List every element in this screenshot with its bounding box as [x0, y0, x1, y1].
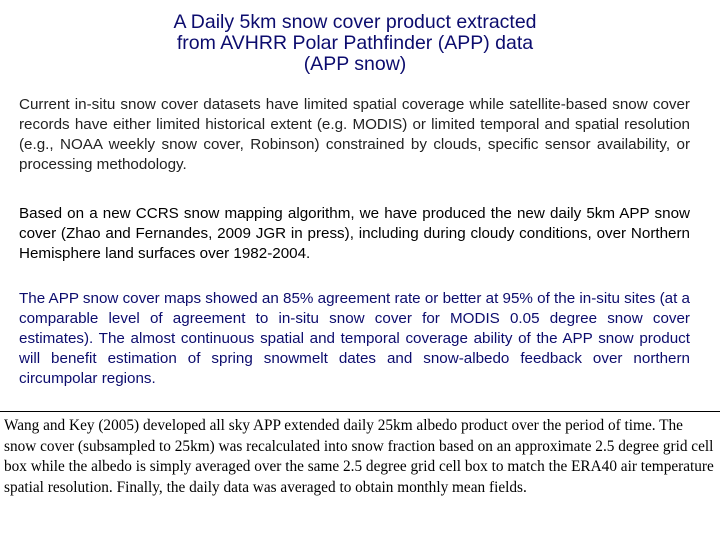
title-line-1: A Daily 5km snow cover product extracted [173, 11, 537, 33]
paragraph-algorithm: Based on a new CCRS snow mapping algorithm, we have produced the new daily 5km APP snow cover (Zhao and Fernandes, 2009 JGR in press), including during cloudy conditions, over Northern Hemisphere land surfaces over 1982-2004. [19, 205, 690, 262]
slide-title [70, 12, 640, 75]
footer-note: Wang and Key (2005) developed all sky APP extended daily 25km albedo product over the period of time. The snow cover (subsampled to 25km) was recalculated into snow fraction based on an approximate 2.5 degree grid cell box while the albedo is simply averaged over the same 2.5 degree grid cell box to match the ERA40 air temperature spatial resolution. Finally, the daily data was averaged to obtain monthly mean fields. [4, 417, 714, 497]
title-line-2: from AVHRR Polar Pathfinder (APP) data [176, 32, 534, 54]
section-divider [0, 411, 720, 412]
paragraph-datasets: Current in-situ snow cover datasets have limited spatial coverage while satellite-based snow cover records have either limited historical extent (e.g. MODIS) or limited temporal and spatial resolution (e.g., NOAA weekly snow cover, Robinson) constrained by clouds, specific sensor availability, or processing methodology. [19, 96, 690, 173]
title-line-3: (APP snow) [303, 53, 407, 75]
paragraph-agreement: The APP snow cover maps showed an 85% agreement rate or better at 95% of the in-situ sites (at a comparable level of agreement to in-situ snow cover for MODIS 0.05 degree snow cover estimates). The almost continuous spatial and temporal coverage ability of the APP snow product will benefit estimation of spring snowmelt dates and snow-albedo feedback over northern circumpolar regions. [19, 290, 690, 387]
